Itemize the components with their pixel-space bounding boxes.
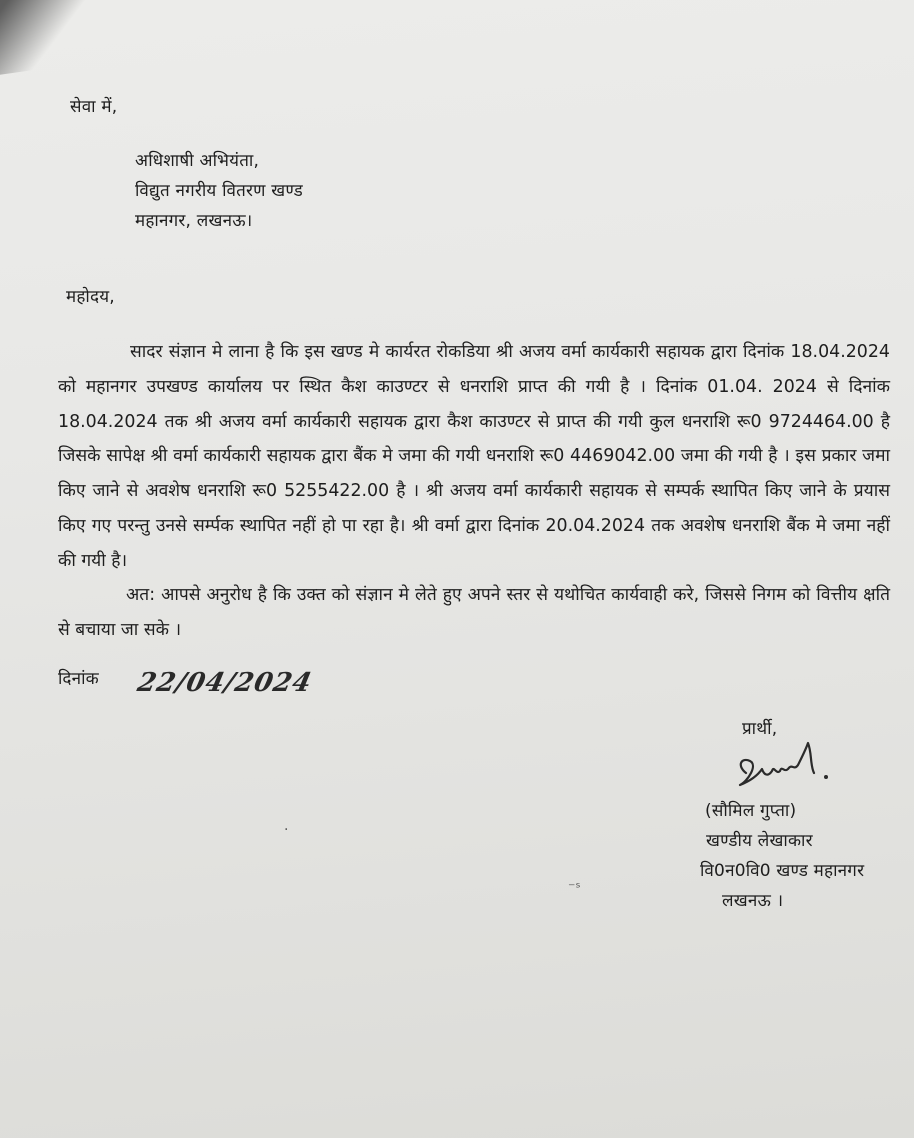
closing: प्रार्थी, [742, 719, 778, 739]
sender-name: (सौमिल गुप्ता) [705, 801, 797, 821]
body-paragraph-2: अत: आपसे अनुरोध है कि उक्त को संज्ञान मे लेते हुए अपने स्तर से यथोचित कार्यवाही करे, जिससे निगम को वित्तीय क्षति से बचाया जा सके । [58, 585, 890, 640]
salutation-to: सेवा में, [70, 97, 118, 117]
recipient-line-1: अधिशाषी अभियंता, [135, 151, 260, 171]
date-label: दिनांक [58, 669, 99, 689]
ink-speck: ⁻ˢ [568, 880, 581, 896]
body-paragraph-1: सादर संज्ञान मे लाना है कि इस खण्ड मे कार्यरत रोकडिया श्री अजय वर्मा कार्यकारी सहायक द्वारा दिनांक 18.04.2024 को महानगर उपखण्ड कार्यालय पर स्थित कैश काउण्टर से धनराशि प्राप्त की गयी है । दिनांक 01.04. 2024 से दिनांक 18.04.2024 तक श्री अजय वर्मा कार्यकारी सहायक द्वारा कैश काउण्टर से प्राप्त की गयी कुल धनराशि रू0 9724464.00 है जिसके सापेक्ष श्री वर्मा कार्यकारी सहायक द्वारा बैंक मे जमा की गयी धनराशि रू0 4469042.00 जमा की गयी है । इस प्रकार जमा किए जाने से अवशेष धनराशि रू0 5255422.00 है । श्री अजय वर्मा कार्यकारी सहायक से सम्पर्क स्थापित किए जाने के प्रयास किए गए परन्तु उनसे सर्म्पक स्थापित नहीं हो पा रहा है। श्री वर्मा द्वारा दिनांक 20.04.2024 तक अवशेष धनराशि बैंक मे जमा नहीं की गयी है। [58, 342, 890, 571]
recipient-line-2: विद्युत नगरीय वितरण खण्ड [135, 181, 303, 201]
greeting: महोदय, [66, 287, 115, 307]
signature-image [728, 735, 838, 795]
sender-city: लखनऊ । [722, 891, 784, 911]
sender-designation: खण्डीय लेखाकार [706, 831, 813, 851]
sender-office: वि0न0वि0 खण्ड महानगर [700, 861, 865, 881]
handwritten-date: 22/04/2024 [134, 668, 315, 698]
ink-speck: · [284, 822, 289, 838]
page-corner-shadow [0, 0, 107, 79]
recipient-line-3: महानगर, लखनऊ। [135, 211, 253, 231]
